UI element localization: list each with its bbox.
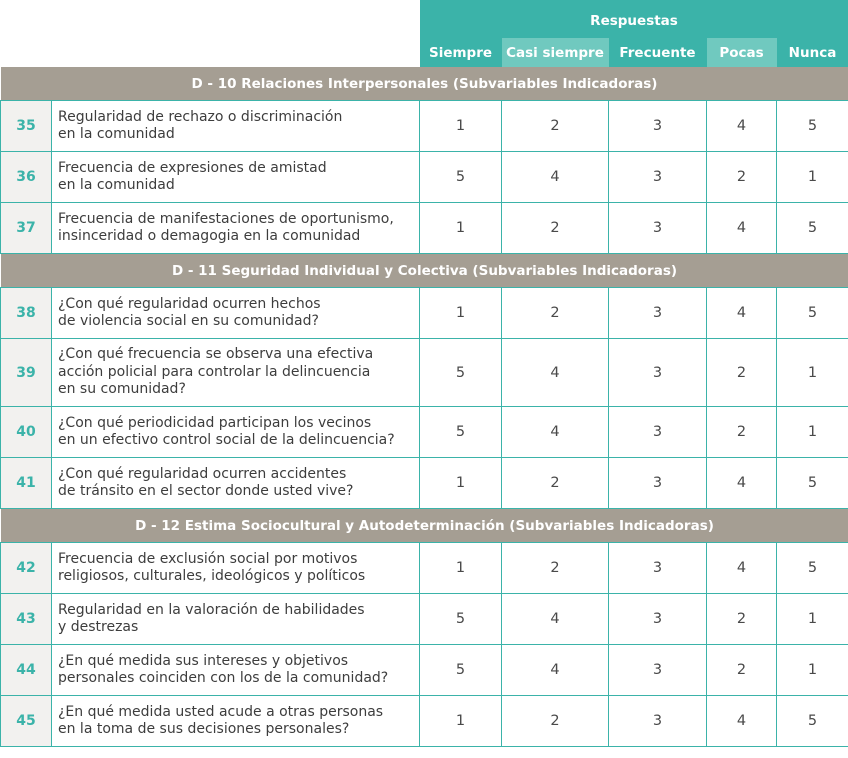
question-number: 43 xyxy=(1,594,52,645)
answer-score-cell: 1 xyxy=(420,696,502,747)
answer-score-cell: 1 xyxy=(777,645,848,696)
question-row xyxy=(1,696,848,747)
question-row xyxy=(1,288,848,339)
header-blank xyxy=(1,0,420,38)
answer-score-cell: 4 xyxy=(502,407,609,458)
answer-score-cell: 4 xyxy=(707,696,777,747)
question-number: 35 xyxy=(1,101,52,152)
question-text: Frecuencia de exclusión social por motivos religiosos, culturales, ideológicos y políticos xyxy=(52,543,420,594)
answer-score-cell: 5 xyxy=(777,288,848,339)
question-row xyxy=(1,543,848,594)
answer-score-cell: 5 xyxy=(777,203,848,254)
question-number: 36 xyxy=(1,152,52,203)
answer-score-cell: 1 xyxy=(420,543,502,594)
answer-score-cell: 3 xyxy=(609,203,707,254)
answer-score-cell: 3 xyxy=(609,696,707,747)
responses-title: Respuestas xyxy=(420,0,848,38)
answer-score-cell: 1 xyxy=(420,101,502,152)
answer-score-cell: 3 xyxy=(609,458,707,509)
answer-score-cell: 5 xyxy=(420,645,502,696)
section-title: D - 10 Relaciones Interpersonales (Subvariables Indicadoras) xyxy=(1,67,848,101)
answer-score-cell: 2 xyxy=(502,543,609,594)
answer-score-cell: 5 xyxy=(777,543,848,594)
answer-score-cell: 2 xyxy=(502,458,609,509)
question-row xyxy=(1,407,848,458)
question-row xyxy=(1,203,848,254)
question-text: Regularidad en la valoración de habilidades y destrezas xyxy=(52,594,420,645)
answer-score-cell: 2 xyxy=(502,101,609,152)
answer-score-cell: 4 xyxy=(707,543,777,594)
option-header-pocas: Pocas xyxy=(707,38,777,67)
answer-score-cell: 2 xyxy=(502,288,609,339)
question-number: 37 xyxy=(1,203,52,254)
answer-score-cell: 3 xyxy=(609,152,707,203)
option-header-siempre: Siempre xyxy=(420,38,502,67)
question-text: Frecuencia de manifestaciones de oportunismo, insinceridad o demagogia en la comunidad xyxy=(52,203,420,254)
question-number: 44 xyxy=(1,645,52,696)
answer-score-cell: 3 xyxy=(609,543,707,594)
question-text: Frecuencia de expresiones de amistad en la comunidad xyxy=(52,152,420,203)
question-text: ¿Con qué regularidad ocurren accidentes de tránsito en el sector donde usted vive? xyxy=(52,458,420,509)
question-text: Regularidad de rechazo o discriminación en la comunidad xyxy=(52,101,420,152)
question-number: 38 xyxy=(1,288,52,339)
answer-score-cell: 4 xyxy=(707,101,777,152)
answer-score-cell: 2 xyxy=(707,407,777,458)
answer-score-cell: 4 xyxy=(707,203,777,254)
question-number: 39 xyxy=(1,339,52,407)
answer-score-cell: 1 xyxy=(777,594,848,645)
answer-score-cell: 4 xyxy=(707,288,777,339)
answer-score-cell: 1 xyxy=(777,407,848,458)
option-header-frecuente: Frecuente xyxy=(609,38,707,67)
option-header-casi-siempre: Casi siempre xyxy=(502,38,609,67)
question-row xyxy=(1,101,848,152)
question-row xyxy=(1,594,848,645)
question-row xyxy=(1,645,848,696)
question-row xyxy=(1,458,848,509)
question-text: ¿En qué medida sus intereses y objetivos personales coinciden con los de la comunidad? xyxy=(52,645,420,696)
answer-score-cell: 4 xyxy=(502,594,609,645)
answer-score-cell: 1 xyxy=(777,152,848,203)
question-number: 45 xyxy=(1,696,52,747)
option-header-nunca: Nunca xyxy=(777,38,848,67)
answer-score-cell: 4 xyxy=(502,645,609,696)
question-number: 40 xyxy=(1,407,52,458)
section-header-row xyxy=(1,67,848,101)
answer-score-cell: 5 xyxy=(420,594,502,645)
answer-score-cell: 5 xyxy=(420,152,502,203)
section-header-row xyxy=(1,254,848,288)
answer-score-cell: 3 xyxy=(609,288,707,339)
question-text: ¿Con qué periodicidad participan los vecinos en un efectivo control social de la delincuencia? xyxy=(52,407,420,458)
answer-score-cell: 5 xyxy=(777,101,848,152)
answer-score-cell: 3 xyxy=(609,407,707,458)
section-title: D - 12 Estima Sociocultural y Autodeterminación (Subvariables Indicadoras) xyxy=(1,509,848,543)
answer-score-cell: 2 xyxy=(707,339,777,407)
answer-score-cell: 2 xyxy=(707,594,777,645)
section-header-row xyxy=(1,509,848,543)
question-row xyxy=(1,152,848,203)
answer-score-cell: 2 xyxy=(502,203,609,254)
question-text: ¿Con qué regularidad ocurren hechos de violencia social en su comunidad? xyxy=(52,288,420,339)
answer-score-cell: 2 xyxy=(707,645,777,696)
answer-score-cell: 1 xyxy=(420,203,502,254)
answer-score-cell: 3 xyxy=(609,594,707,645)
question-text: ¿En qué medida usted acude a otras personas en la toma de sus decisiones personales? xyxy=(52,696,420,747)
answer-score-cell: 3 xyxy=(609,101,707,152)
answer-score-cell: 4 xyxy=(502,152,609,203)
answer-score-cell: 1 xyxy=(420,458,502,509)
question-number: 41 xyxy=(1,458,52,509)
answer-score-cell: 2 xyxy=(707,152,777,203)
answer-score-cell: 4 xyxy=(502,339,609,407)
answer-score-cell: 4 xyxy=(707,458,777,509)
question-text: ¿Con qué frecuencia se observa una efectiva acción policial para controlar la delincuencia en su comunidad? xyxy=(52,339,420,407)
answer-score-cell: 1 xyxy=(777,339,848,407)
header-blank-sub xyxy=(1,38,420,67)
answer-score-cell: 3 xyxy=(609,339,707,407)
answer-score-cell: 2 xyxy=(502,696,609,747)
section-title: D - 11 Seguridad Individual y Colectiva (Subvariables Indicadoras) xyxy=(1,254,848,288)
question-row xyxy=(1,339,848,407)
answer-score-cell: 5 xyxy=(777,696,848,747)
answer-score-cell: 1 xyxy=(420,288,502,339)
question-number: 42 xyxy=(1,543,52,594)
answer-score-cell: 3 xyxy=(609,645,707,696)
answer-score-cell: 5 xyxy=(777,458,848,509)
answer-score-cell: 5 xyxy=(420,407,502,458)
answer-score-cell: 5 xyxy=(420,339,502,407)
